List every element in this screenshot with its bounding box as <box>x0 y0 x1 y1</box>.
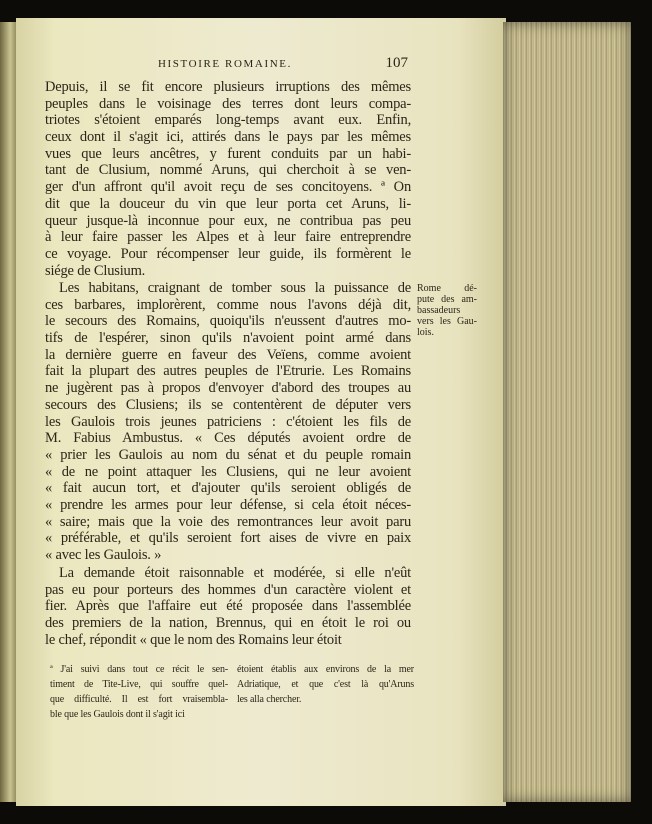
text-line: M. Fabius Ambustus. « Ces députés avoient ordre de <box>45 430 411 447</box>
paragraph-3 <box>45 565 411 648</box>
text-line: ceux dont il s'agit ici, attirés dans le pays par les mêmes <box>45 129 411 146</box>
text-line: la dernière guerre en faveur des Veïens, comme avoient <box>45 346 411 363</box>
text-line: tant de Clusium, nommé Aruns, qui cherchoit à se ven- <box>45 162 411 179</box>
text-line: ce voyage. Pour récompenser leur guide, ils formèrent le <box>45 245 411 262</box>
text-line: lois. <box>417 327 434 338</box>
text-line: siége de Clusium. <box>45 262 146 279</box>
text-line: timent de Tite-Live, qui souffre quel- <box>50 679 228 690</box>
text-line: ger d'un affront qu'il avoit reçu de ses concitoyens. ª On <box>45 179 411 196</box>
text-line: des premiers de la nation, Brennus, qui en étoit le roi ou <box>45 615 411 632</box>
running-title: HISTOIRE ROMAINE. <box>158 58 292 70</box>
text-line: les alla chercher. <box>237 694 302 705</box>
text-line: pas eu pour porteurs des hommes d'un caractère violent et <box>45 581 411 598</box>
text-line: ne jugèrent pas à propos d'envoyer d'abord des troupes au <box>45 380 411 397</box>
text-line: vers les Gau- <box>417 316 477 327</box>
text-line: « prendre les armes pour leur défense, si cela étoit néces- <box>45 496 411 513</box>
text-line: peuples dans le voisinage des terres dont leurs compa- <box>45 95 411 112</box>
previous-page-edge <box>0 22 17 802</box>
text-line: fait la plupart des autres peuples de l'Etrurie. Les Romains <box>45 363 411 380</box>
footnote-right-column <box>237 662 414 707</box>
page-edges <box>503 22 631 802</box>
text-line: tifs de l'espérer, sinon qu'ils n'avoient point armé dans <box>45 330 411 347</box>
page-number: 107 <box>385 55 408 71</box>
text-line: que difficulté. Il est fort vraisembla- <box>50 694 228 705</box>
text-line: « de ne point attaquer les Clusiens, qui ne leur avoient <box>45 463 411 480</box>
text-line: « avec les Gaulois. » <box>45 547 162 563</box>
text-line: « saire; mais que la voie des remontrances leur avoit paru <box>45 513 411 530</box>
text-line: ces barbares, implorèrent, comme nous l'avons déjà dit, <box>45 296 411 313</box>
text-line: pute des am- <box>417 294 477 305</box>
text-line: ble que les Gaulois dont il s'agit ici <box>50 709 185 720</box>
text-line: bassadeurs <box>417 305 461 316</box>
text-line: à leur faire passer les Alpes et à leur faire entreprendre <box>45 229 411 246</box>
margin-note <box>417 283 477 338</box>
footnote-left-column <box>50 662 228 722</box>
text-line: le chef, répondit « que le nom des Romains leur étoit <box>45 631 342 648</box>
text-line: vues que leurs ancêtres, y furent conduits par un habi- <box>45 145 411 162</box>
text-line: Adriatique, et que c'est là qu'Aruns <box>237 679 414 690</box>
text-line: « préférable, et qu'ils seroient fort aises de vivre en paix <box>45 530 411 547</box>
text-line: triotes s'étoient emparés long-temps avant eux. Enfin, <box>45 112 411 129</box>
text-line: « fait aucun tort, et d'ajouter qu'ils seroient obligés de <box>45 480 411 497</box>
text-line: queur jusque-là inconnue pour eux, ne contribua pas peu <box>45 212 411 229</box>
text-line: La demande étoit raisonnable et modérée, si elle n'eût <box>59 565 411 581</box>
paragraph-1 <box>45 79 411 279</box>
text-line: dit que la douceur du vin que leur porta cet Aruns, li- <box>45 195 411 212</box>
page-header <box>158 55 408 76</box>
text-line: ª J'ai suivi dans tout ce récit le sen- <box>50 664 228 675</box>
text-line: les Gaulois trois jeunes patriciens : c'étoient les fils de <box>45 413 411 430</box>
text-line: « prier les Gaulois au nom du sénat et du peuple romain <box>45 446 411 463</box>
text-line: Les habitans, craignant de tomber sous la puissance de <box>59 280 411 296</box>
text-line: secours des Clusiens; ils se contentèrent de députer vers <box>45 396 411 413</box>
text-line: Depuis, il se fit encore plusieurs irruptions des mêmes <box>45 79 411 95</box>
text-line: le secours des Romains, quoiqu'ils n'eussent d'autres mo- <box>45 313 411 330</box>
text-line: étoient établis aux environs de la mer <box>237 664 414 675</box>
text-line: Rome dé- <box>417 283 477 294</box>
paragraph-2 <box>45 280 411 564</box>
text-line: fier. Après que l'affaire eut été proposée dans l'assemblée <box>45 598 411 615</box>
